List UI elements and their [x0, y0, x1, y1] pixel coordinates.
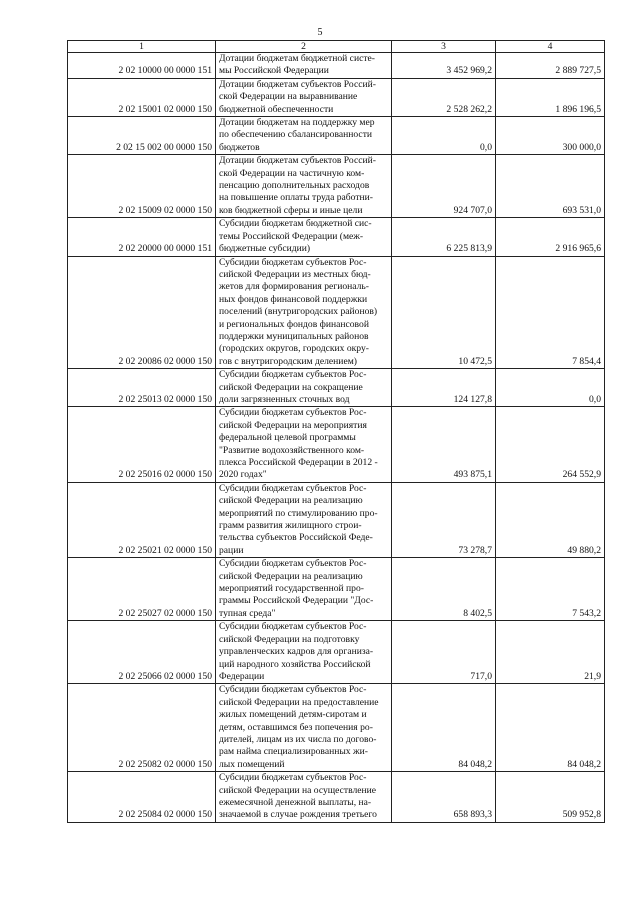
amount-col4-cell: 49 880,2 [496, 482, 605, 557]
budget-code-cell: 2 02 25016 02 0000 150 [68, 407, 216, 482]
table-row [68, 621, 605, 684]
budget-code-cell: 2 02 15001 02 0000 150 [68, 78, 216, 116]
budget-revenue-table [67, 40, 605, 823]
amount-col4-cell: 7 854,4 [496, 256, 605, 369]
amount-col4-cell: 1 896 196,5 [496, 78, 605, 116]
table-row [68, 155, 605, 218]
item-name-cell: Субсидии бюджетам субъектов Рос- сийской Федерации на реализацию мероприятий по стимулированию про- грамм развития жилищного строи- тельства субъектов Российской Феде- рации [216, 482, 392, 557]
amount-col3-cell: 493 875,1 [392, 407, 496, 482]
budget-code-cell: 2 02 20086 02 0000 150 [68, 256, 216, 369]
item-name-cell: Дотации бюджетам на поддержку мер по обеспечению сбалансированности бюджетов [216, 117, 392, 155]
item-name-cell: Дотации бюджетам субъектов Россий- ской Федерации на выравнивание бюджетной обеспеченности [216, 78, 392, 116]
amount-col4-cell: 2 916 965,6 [496, 218, 605, 256]
column-header-1: 1 [68, 41, 216, 53]
amount-col3-cell: 0,0 [392, 117, 496, 155]
table-row [68, 78, 605, 116]
item-name-cell: Субсидии бюджетам субъектов Рос- сийской Федерации на осуществление ежемесячной денежной выплаты, на- значаемой в случае рождения третьего [216, 772, 392, 823]
page-number: 5 [317, 27, 323, 38]
amount-col4-cell: 0,0 [496, 369, 605, 407]
table-row [68, 772, 605, 823]
table-row [68, 558, 605, 621]
item-name-cell: Дотации бюджетам субъектов Россий- ской Федерации на частичную ком- пенсацию дополнительных расходов на повышение оплаты труда работни- ков бюджетной сферы и иные цели [216, 155, 392, 218]
item-name-cell: Субсидии бюджетам субъектов Рос- сийской Федерации на подготовку управленческих кадров для организа- ций народного хозяйства Российской Федерации [216, 621, 392, 684]
item-name-cell: Дотации бюджетам бюджетной систе- мы Российской Федерации [216, 53, 392, 79]
budget-code-cell: 2 02 15 002 00 0000 150 [68, 117, 216, 155]
column-header-2: 2 [216, 41, 392, 53]
amount-col3-cell: 3 452 969,2 [392, 53, 496, 79]
budget-code-cell: 2 02 25021 02 0000 150 [68, 482, 216, 557]
budget-code-cell: 2 02 10000 00 0000 151 [68, 53, 216, 79]
amount-col3-cell: 124 127,8 [392, 369, 496, 407]
amount-col3-cell: 924 707,0 [392, 155, 496, 218]
column-header-4: 4 [496, 41, 605, 53]
item-name-cell: Субсидии бюджетам субъектов Рос- сийской Федерации на реализацию мероприятий государственной про- граммы Российской Федерации "Дос- тупная среда" [216, 558, 392, 621]
table-row [68, 369, 605, 407]
budget-code-cell: 2 02 25066 02 0000 150 [68, 621, 216, 684]
item-name-cell: Субсидии бюджетам субъектов Рос- сийской Федерации на сокращение доли загрязненных сточных вод [216, 369, 392, 407]
amount-col4-cell: 300 000,0 [496, 117, 605, 155]
table-row [68, 256, 605, 369]
table-row [68, 218, 605, 256]
table-row [68, 482, 605, 557]
budget-code-cell: 2 02 25084 02 0000 150 [68, 772, 216, 823]
amount-col4-cell: 84 048,2 [496, 684, 605, 772]
amount-col3-cell: 10 472,5 [392, 256, 496, 369]
item-name-cell: Субсидии бюджетам субъектов Рос- сийской Федерации из местных бюд- жетов для формирования региональ- ных фондов финансовой поддержки поселений (внутригородских районов) и региональных фондов финансовой поддержки муниципальных районов (городских округов, городских окру- гов с внутригородским делением) [216, 256, 392, 369]
table-body [68, 53, 605, 823]
amount-col3-cell: 73 278,7 [392, 482, 496, 557]
column-header-3: 3 [392, 41, 496, 53]
budget-code-cell: 2 02 20000 00 0000 151 [68, 218, 216, 256]
budget-code-cell: 2 02 25027 02 0000 150 [68, 558, 216, 621]
budget-code-cell: 2 02 25082 02 0000 150 [68, 684, 216, 772]
table-row [68, 117, 605, 155]
table-header [68, 41, 605, 53]
amount-col4-cell: 7 543,2 [496, 558, 605, 621]
amount-col3-cell: 717,0 [392, 621, 496, 684]
amount-col4-cell: 21,9 [496, 621, 605, 684]
column-number-row [68, 41, 605, 53]
item-name-cell: Субсидии бюджетам субъектов Рос- сийской Федерации на предоставление жилых помещений детям-сиротам и детям, оставшимся без попечения ро- дителей, лицам из их числа по догово- рам найма специализированных жи- лых помещений [216, 684, 392, 772]
budget-code-cell: 2 02 25013 02 0000 150 [68, 369, 216, 407]
item-name-cell: Субсидии бюджетам бюджетной сис- темы Российской Федерации (меж- бюджетные субсидии) [216, 218, 392, 256]
amount-col3-cell: 2 528 262,2 [392, 78, 496, 116]
amount-col3-cell: 84 048,2 [392, 684, 496, 772]
amount-col4-cell: 509 952,8 [496, 772, 605, 823]
table-row [68, 684, 605, 772]
table-row [68, 407, 605, 482]
budget-code-cell: 2 02 15009 02 0000 150 [68, 155, 216, 218]
amount-col3-cell: 658 893,3 [392, 772, 496, 823]
amount-col3-cell: 6 225 813,9 [392, 218, 496, 256]
amount-col4-cell: 2 889 727,5 [496, 53, 605, 79]
amount-col4-cell: 264 552,9 [496, 407, 605, 482]
table-row [68, 53, 605, 79]
amount-col3-cell: 8 402,5 [392, 558, 496, 621]
item-name-cell: Субсидии бюджетам субъектов Рос- сийской Федерации на мероприятия федеральной целевой программы "Развитие водохозяйственного ком- плекса Российской Федерации в 2012 - 2020 годах" [216, 407, 392, 482]
amount-col4-cell: 693 531,0 [496, 155, 605, 218]
